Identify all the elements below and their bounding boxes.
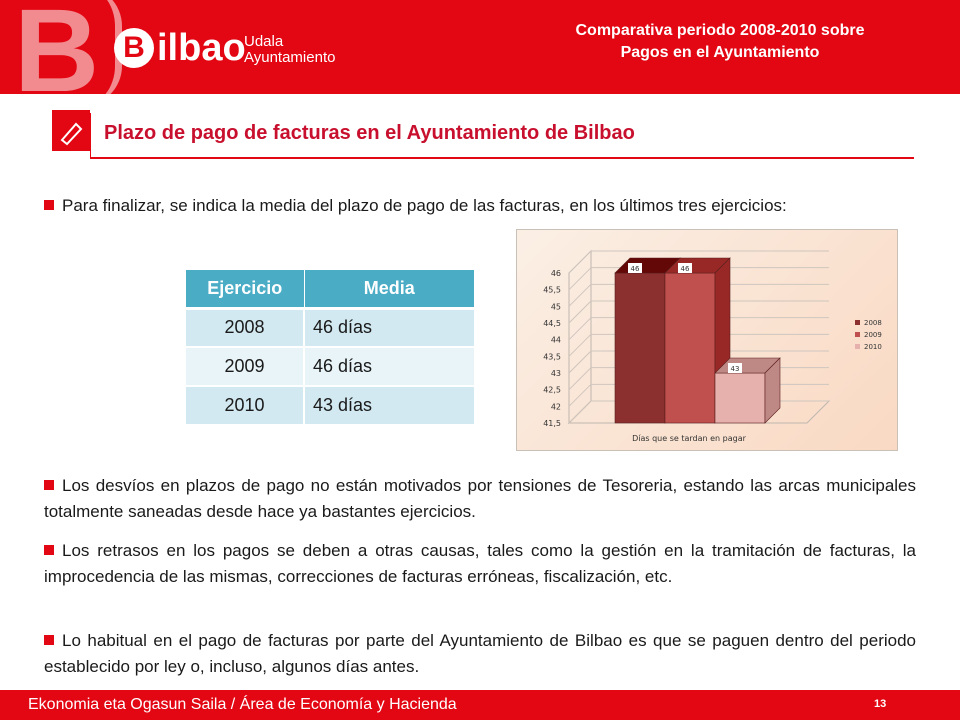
bullet-icon — [44, 200, 54, 210]
gridline-diagonal — [569, 334, 591, 356]
section-divider — [90, 157, 914, 159]
bilbao-logo-name: ilbao — [157, 27, 246, 69]
bullet-icon — [44, 545, 54, 555]
bar-2008 — [615, 273, 665, 423]
page-header — [0, 0, 960, 94]
footer-department: Ekonomia eta Ogasun Saila / Área de Economía y Hacienda — [28, 696, 457, 713]
page-number: 13 — [874, 698, 887, 710]
gridline-diagonal — [569, 284, 591, 306]
checkmark-icon — [52, 113, 90, 151]
data-label: 46 — [630, 265, 640, 273]
y-tick-label: 45 — [550, 302, 561, 312]
table-cell-year: 2010 — [186, 386, 304, 425]
y-tick-label: 46 — [550, 269, 561, 278]
payment-days-chart — [516, 229, 898, 451]
bilbao-logo-subtitle — [244, 34, 335, 66]
legend-swatch-2008 — [855, 320, 860, 325]
legend-label-2008: 2008 — [864, 319, 882, 327]
y-tick-label: 43 — [550, 369, 561, 378]
y-tick-label: 42,5 — [543, 385, 561, 395]
logo-sub-line2: Ayuntamiento — [244, 49, 336, 66]
gridline-diagonal — [569, 368, 591, 390]
table-cell-year: 2008 — [186, 308, 304, 347]
y-tick-label: 44,5 — [543, 319, 561, 328]
y-tick-label: 43,5 — [543, 352, 561, 362]
section-divider-vertical — [90, 113, 91, 157]
paragraph-text: Los retrasos en los pagos se deben a otras causas, tales como la gestión en la tramitación de facturas, la improcedencia de las mismas, correcciones de facturas erróneas, fiscalización, etc. — [44, 541, 916, 586]
data-label: 43 — [730, 365, 740, 373]
bullet-icon — [44, 480, 54, 490]
table-cell-average: 46 días — [304, 347, 474, 386]
paragraph-text: Lo habitual en el pago de facturas por parte del Ayuntamiento de Bilbao es que se paguen dentro del periodo establecido por ley o, incluso, algunos días antes. — [44, 631, 916, 676]
table-cell-average: 46 días — [304, 308, 474, 347]
y-tick-label: 44 — [550, 335, 561, 345]
paragraph-treasury — [44, 473, 916, 525]
gridline-diagonal — [569, 251, 591, 273]
table-header-row — [186, 270, 474, 308]
legend-label-2010: 2010 — [864, 343, 882, 351]
gridline-diagonal — [569, 384, 591, 406]
bar-2009 — [665, 273, 715, 423]
gridline-diagonal — [569, 268, 591, 290]
table-cell-average: 43 días — [304, 386, 474, 425]
paragraph-usual-practice — [44, 628, 916, 680]
table-cell-year: 2009 — [186, 347, 304, 386]
y-tick-label: 45,5 — [543, 285, 561, 295]
paragraph-delays — [44, 538, 916, 590]
gridline-diagonal — [569, 401, 591, 423]
y-tick-label: 41,5 — [543, 419, 561, 428]
bar-2010 — [715, 373, 765, 423]
legend-label-2009: 2009 — [864, 331, 882, 339]
bullet-icon — [44, 635, 54, 645]
chart-canvas — [517, 230, 897, 450]
gridline-diagonal — [569, 351, 591, 373]
legend-swatch-2009 — [855, 332, 860, 337]
page-title — [510, 20, 930, 64]
page-title-line1: Comparativa periodo 2008-2010 sobre — [575, 22, 865, 39]
logo-sub-line1: Udala — [244, 33, 284, 50]
paragraph-text: Los desvíos en plazos de pago no están motivados por tensiones de Tesoreria, estando las arcas municipales totalmente saneadas desde hace ya bastantes ejercicios. — [44, 476, 916, 521]
section-title: Plazo de pago de facturas en el Ayuntamiento de Bilbao — [104, 122, 635, 144]
legend-swatch-2010 — [855, 344, 860, 349]
column-header-year: Ejercicio — [186, 270, 304, 308]
page-title-line2: Pagos en el Ayuntamiento — [620, 44, 820, 61]
table-row — [186, 347, 474, 386]
column-header-average: Media — [304, 270, 474, 308]
intro-paragraph — [44, 193, 916, 219]
page-footer — [0, 690, 960, 720]
logo-watermark-letter: B — [14, 0, 96, 94]
table-row — [186, 308, 474, 347]
data-label: 46 — [680, 265, 690, 273]
payment-term-table — [186, 270, 474, 426]
gridline-diagonal — [569, 318, 591, 340]
table-row — [186, 386, 474, 425]
y-tick-label: 42 — [550, 402, 561, 412]
x-axis-label: Días que se tardan en pagar — [632, 434, 746, 443]
intro-text: Para finalizar, se indica la media del plazo de pago de las facturas, en los últimos tres ejercicios: — [62, 196, 787, 215]
bilbao-logo-icon: B — [114, 28, 154, 68]
gridline-diagonal — [569, 301, 591, 323]
